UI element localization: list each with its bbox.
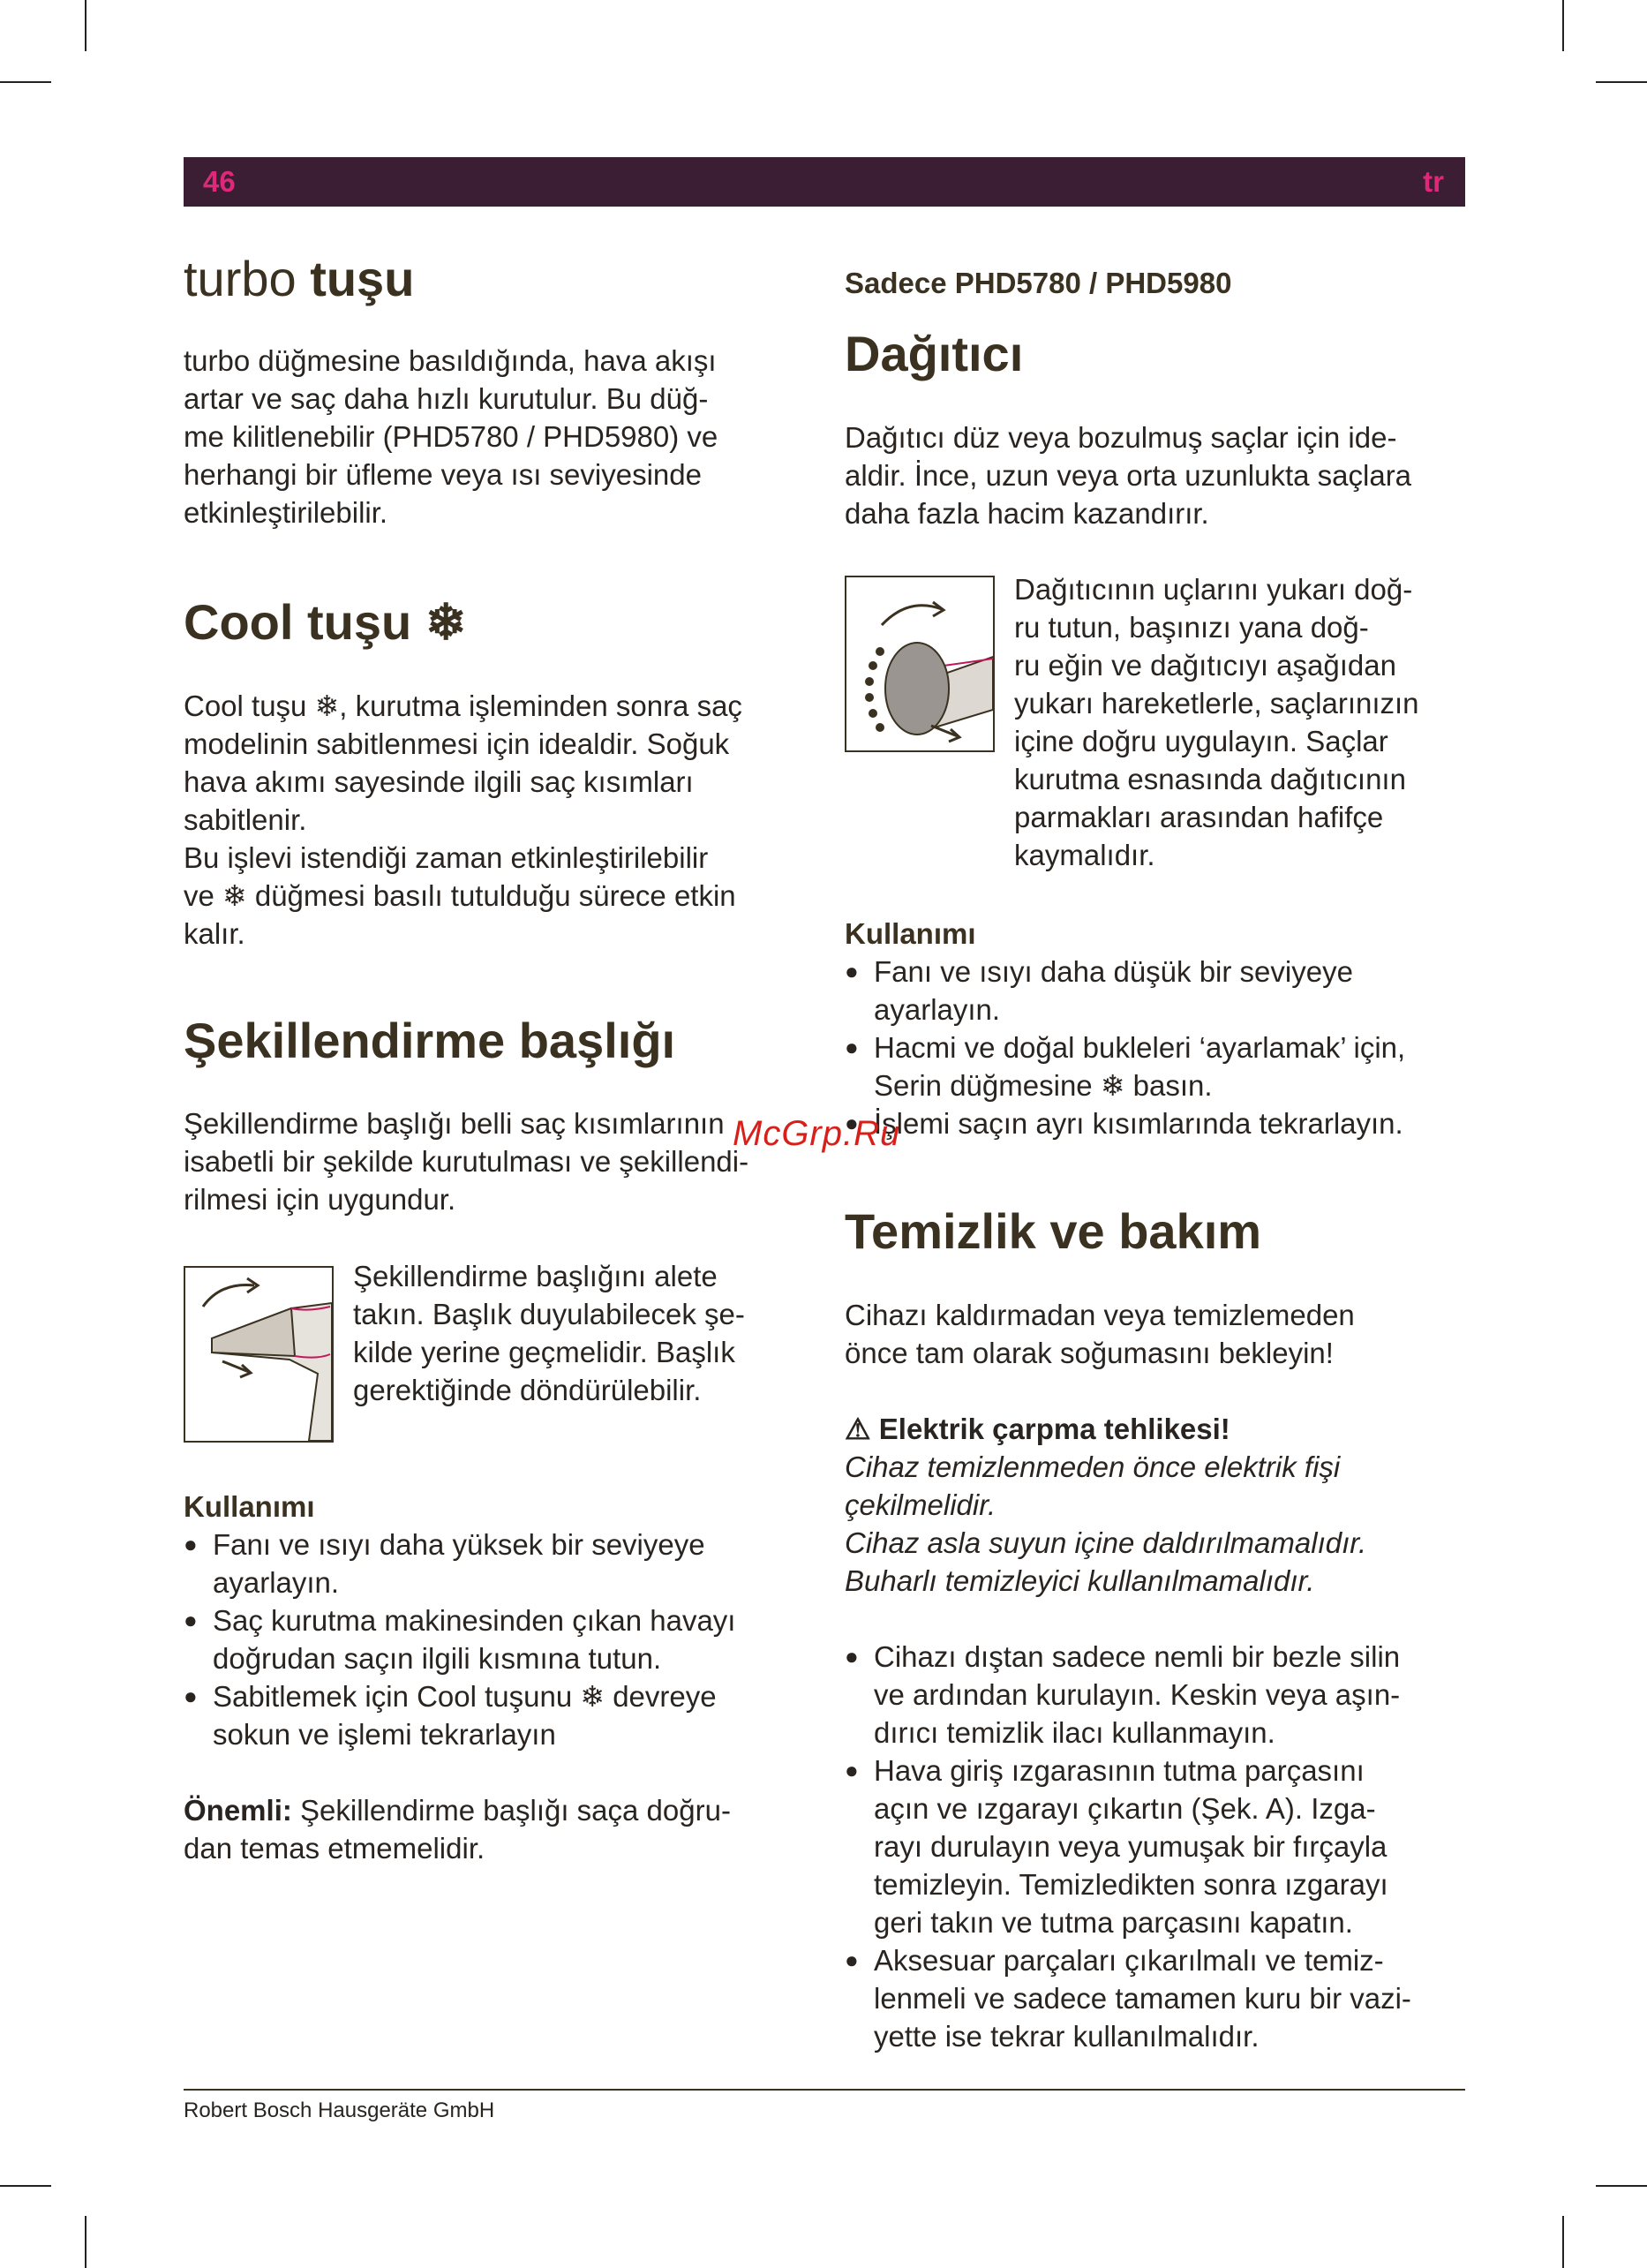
diffuser-fig-line: ru tutun, başınızı yana doğ-: [1014, 611, 1369, 644]
cleaning-bullet: [845, 1752, 1388, 1941]
diffuser-line: aldir. İnce, uzun veya orta uzunlukta saçlara: [845, 459, 1412, 492]
cool-line: kalır.: [184, 917, 245, 950]
cleaning-bullet: [845, 1638, 1400, 1752]
styling-fig-line: takın. Başlık duyulabilecek şe-: [353, 1298, 745, 1330]
warning-line: Buharlı temizleyici kullanılmamalıdır.: [845, 1564, 1315, 1597]
turbo-line: me kilitlenebilir (PHD5780 / PHD5980) ve: [184, 420, 718, 453]
styling-line: Şekillendirme başlığı belli saç kısımlarının: [184, 1107, 725, 1140]
diffuser-heading: Dağıtıcı: [845, 326, 1024, 381]
language-code: tr: [1423, 165, 1444, 198]
styling-fig-line: Şekillendirme başlığını alete: [353, 1260, 718, 1292]
bullet-line: rayı durulayın veya yumuşak bir fırçayla: [874, 1830, 1388, 1863]
important-label: Önemli:: [184, 1794, 292, 1827]
diffuser-line: daha fazla hacim kazandırır.: [845, 497, 1209, 530]
crop-mark: [1562, 2216, 1564, 2268]
crop-mark: [85, 0, 86, 51]
footer-company: Robert Bosch Hausgeräte GmbH: [184, 2098, 495, 2122]
models-note: Sadece PHD5780 / PHD5980: [845, 267, 1232, 299]
diffuser-usage-bullet: [845, 953, 1353, 1029]
bullet-line: açın ve ızgarayı çıkartın (Şek. A). Izga-: [874, 1792, 1376, 1825]
bullet-line: ● Hacmi ve doğal bukleleri ‘ayarlamak’ için,: [874, 1031, 1406, 1064]
diffuser-usage-bullet: [845, 1104, 1403, 1142]
styling-usage-title: Kullanımı: [184, 1490, 315, 1523]
cool-heading: Cool tuşu ❄: [184, 594, 467, 650]
styling-heading: Şekillendirme başlığı: [184, 1013, 676, 1068]
watermark: McGrp.Ru: [733, 1114, 901, 1153]
bullet-line: ve ardından kurulayın. Keskin veya aşın-: [874, 1678, 1401, 1711]
cool-line: Bu işlevi istendiği zaman etkinleştirilebilir: [184, 841, 709, 874]
bullet-line: ayarlayın.: [213, 1566, 340, 1599]
turbo-heading-light: turbo: [184, 251, 297, 306]
styling-nozzle-figure: [184, 1266, 334, 1443]
important-note-line: dan temas etmemelidir.: [184, 1832, 485, 1865]
diffuser-fig-line: kaymalıdır.: [1014, 839, 1155, 871]
turbo-heading: [184, 250, 414, 307]
bullet-line: ● Aksesuar parçaları çıkarılmalı ve temiz-: [874, 1944, 1384, 1977]
crop-mark: [0, 2185, 51, 2187]
turbo-heading-bold: tuşu: [310, 251, 415, 306]
turbo-line: artar ve saç daha hızlı kurutulur. Bu düğ-: [184, 382, 709, 415]
turbo-line: herhangi bir üfleme veya ısı seviyesinde: [184, 458, 702, 491]
diffuser-fig-line: ru eğin ve dağıtıcıyı aşağıdan: [1014, 649, 1396, 682]
styling-line: isabetli bir şekilde kurutulması ve şekillendi-: [184, 1145, 749, 1178]
diffuser-usage-bullet: [845, 1029, 1405, 1104]
crop-mark: [0, 81, 51, 83]
turbo-line: turbo düğmesine basıldığında, hava akışı: [184, 344, 717, 377]
diffuser-usage-title: Kullanımı: [845, 917, 976, 950]
bullet-line: ● Fanı ve ısıyı daha düşük bir seviyeye: [874, 955, 1353, 988]
cleaning-line: Cihazı kaldırmadan veya temizlemeden: [845, 1299, 1355, 1331]
cleaning-line: önce tam olarak soğumasını bekleyin!: [845, 1337, 1334, 1369]
bullet-line: sokun ve işlemi tekrarlayın: [213, 1718, 556, 1751]
warning-heading: [845, 1410, 1230, 1448]
warning-line: Cihaz temizlenmeden önce elektrik fişi: [845, 1450, 1341, 1483]
cool-line: modelinin sabitlenmesi için idealdir. Soğuk: [184, 727, 730, 760]
bullet-line: ● Fanı ve ısıyı daha yüksek bir seviyeye: [213, 1528, 705, 1561]
bullet-line: ● Sabitlemek için Cool tuşunu ❄ devreye: [213, 1680, 717, 1713]
important-text: Şekillendirme başlığı saça doğru-: [300, 1794, 731, 1827]
bullet-line: ● Cihazı dıştan sadece nemli bir bezle silin: [874, 1640, 1401, 1673]
bullet-line: temizleyin. Temizledikten sonra ızgarayı: [874, 1868, 1388, 1901]
warning-triangle-icon: ⚠: [845, 1413, 871, 1445]
styling-usage-bullet: [184, 1601, 735, 1677]
warning-title: Elektrik çarpma tehlikesi!: [878, 1413, 1230, 1445]
diffuser-figure: [845, 576, 995, 752]
bullet-line: lenmeli ve sadece tamamen kuru bir vazi-: [874, 1982, 1411, 2015]
styling-fig-line: gerektiğinde döndürülebilir.: [353, 1374, 702, 1406]
bullet-line: ● Hava giriş ızgarasının tutma parçasını: [874, 1754, 1365, 1787]
page-number: 46: [203, 165, 236, 198]
styling-usage-bullet: [184, 1526, 705, 1601]
crop-mark: [85, 2216, 86, 2268]
crop-mark: [1596, 81, 1647, 83]
warning-line: Cihaz asla suyun içine daldırılmamalıdır.: [845, 1526, 1367, 1559]
bullet-line: ● Saç kurutma makinesinden çıkan havayı: [213, 1604, 736, 1637]
bullet-line: doğrudan saçın ilgili kısmına tutun.: [213, 1642, 662, 1675]
crop-mark: [1562, 0, 1564, 51]
cleaning-heading: Temizlik ve bakım: [845, 1203, 1262, 1259]
bullet-line: ayarlayın.: [874, 993, 1001, 1026]
page-header: [184, 157, 1465, 207]
cool-line: Cool tuşu ❄, kurutma işleminden sonra saç: [184, 689, 742, 722]
styling-fig-line: kilde yerine geçmelidir. Başlık: [353, 1336, 735, 1368]
styling-usage-bullet: [184, 1677, 717, 1753]
cool-line: hava akımı sayesinde ilgili saç kısımları: [184, 765, 694, 798]
diffuser-fig-line: içine doğru uygulayın. Saçlar: [1014, 725, 1388, 757]
bullet-line: dırıcı temizlik ilacı kullanmayın.: [874, 1716, 1275, 1749]
crop-mark: [1596, 2185, 1647, 2187]
diffuser-line: Dağıtıcı düz veya bozulmuş saçlar için ide-: [845, 421, 1397, 454]
warning-line: çekilmelidir.: [845, 1488, 996, 1521]
bullet-line: Serin düğmesine ❄ basın.: [874, 1069, 1213, 1102]
diffuser-fig-line: yukarı hareketlerle, saçlarınızın: [1014, 687, 1419, 720]
cool-line: sabitlenir.: [184, 803, 307, 836]
styling-line: rilmesi için uygundur.: [184, 1183, 456, 1216]
bullet-line: yette ise tekrar kullanılmalıdır.: [874, 2020, 1260, 2053]
important-note: [184, 1791, 731, 1829]
bullet-line: ● İşlemi saçın ayrı kısımlarında tekrarlayın.: [874, 1107, 1403, 1140]
diffuser-fig-line: kurutma esnasında dağıtıcının: [1014, 763, 1406, 795]
footer-divider: [184, 2089, 1465, 2091]
cool-line: ve ❄ düğmesi basılı tutulduğu sürece etkin: [184, 879, 736, 912]
diffuser-fig-line: parmakları arasından hafifçe: [1014, 801, 1384, 833]
turbo-line: etkinleştirilebilir.: [184, 496, 388, 529]
diffuser-fig-line: Dağıtıcının uçlarını yukarı doğ-: [1014, 573, 1413, 606]
cleaning-bullet: [845, 1941, 1411, 2055]
bullet-line: geri takın ve tutma parçasını kapatın.: [874, 1906, 1353, 1939]
